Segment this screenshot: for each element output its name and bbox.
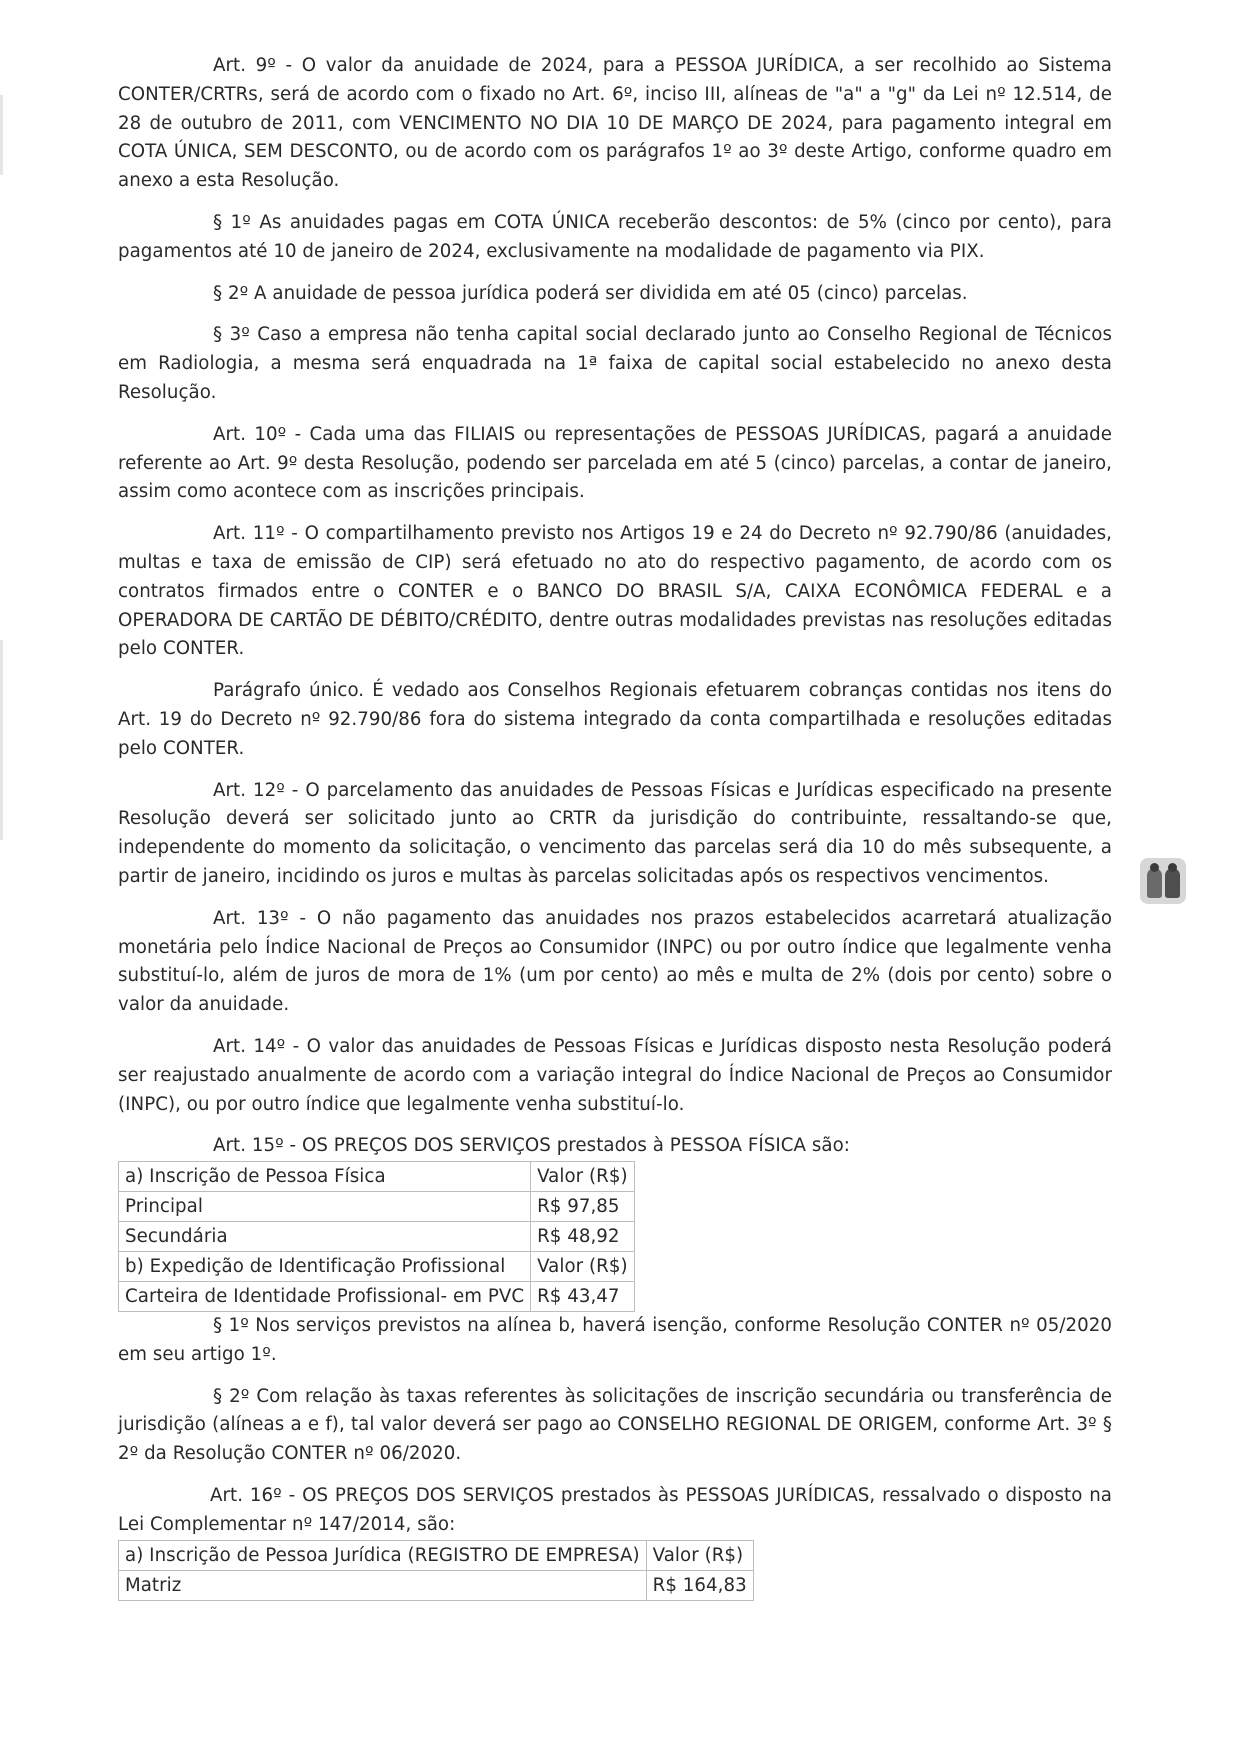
table-row [119,1282,635,1312]
table-cell: Carteira de Identidade Profissional- em PVC [119,1282,531,1312]
table-row [119,1222,635,1252]
article-15-paragraph-1: § 1º Nos serviços previstos na alínea b, haverá isenção, conforme Resolução CONTER nº 05/2020 em seu artigo 1º. [118,1315,1112,1365]
article-12: Art. 12º - O parcelamento das anuidades de Pessoas Físicas e Jurídicas especificado na presente Resolução deverá ser solicitado junto ao CRTR da jurisdição do contribuinte, ressaltando-se que, independente do momento da solicitação, o vencimento das parcelas será dia 10 do mês subsequente, a partir de janeiro, incidindo os juros e multas às parcelas solicitadas após os respectivos vencimentos. [118,779,1112,887]
pessoa-juridica-price-table [118,1540,754,1601]
table-cell: R$ 97,85 [531,1192,635,1222]
scan-edge-mark-top [0,95,3,175]
article-13: Art. 13º - O não pagamento das anuidades nos prazos estabelecidos acarretará atualização monetária pelo Índice Nacional de Preços ao Consumidor (INPC) ou por outro índice que legalmente venha substituí-lo, além de juros de mora de 1% (um por cento) ao mês e multa de 2% (dois por cento) sobre o valor da anuidade. [118,907,1112,1016]
article-11-sole-paragraph: Parágrafo único. É vedado aos Conselhos Regionais efetuarem cobranças contidas nos itens do Art. 19 do Decreto nº 92.790/86 fora do sistema integrado da conta compartilhada e resoluções editadas pelo CONTER. [118,680,1112,759]
table-row [119,1570,754,1600]
table-row [119,1540,754,1570]
table-cell: Valor (R$) [531,1162,635,1192]
table-cell: R$ 48,92 [531,1222,635,1252]
scan-edge-mark-mid [0,640,3,840]
article-10: Art. 10º - Cada uma das FILIAIS ou representações de PESSOAS JURÍDICAS, pagará a anuidade referente ao Art. 9º desta Resolução, podendo ser parcelada em até 5 (cinco) parcelas, a contar de janeiro, assim como acontece com as inscrições principais. [118,423,1112,503]
table-cell: b) Expedição de Identificação Profissional [119,1252,531,1282]
article-9-paragraph-1: § 1º As anuidades pagas em COTA ÚNICA receberão descontos: de 5% (cinco por cento), para pagamentos até 10 de janeiro de 2024, exclusivamente na modalidade de pagamento via PIX. [118,211,1112,262]
table-cell: Secundária [119,1222,531,1252]
article-9-paragraph-3: § 3º Caso a empresa não tenha capital social declarado junto ao Conselho Regional de Técnicos em Radiologia, a mesma será enquadrada na 1ª faixa de capital social estabelecido no anexo desta Resolução. [118,324,1112,403]
table-row [119,1162,635,1192]
article-9: Art. 9º - O valor da anuidade de 2024, para a PESSOA JURÍDICA, a ser recolhido ao Sistema CONTER/CRTRs, será de acordo com o fixado no Art. 6º, inciso III, alíneas de "a" a "g" da Lei nº 12.514, de 28 de outubro de 2011, com VENCIMENTO NO DIA 10 DE MARÇO DE 2024, para pagamento integral em COTA ÚNICA, SEM DESCONTO, ou de acordo com os parágrafos 1º ao 3º deste Artigo, conforme quadro em anexo a esta Resolução. [118,55,1112,192]
table-cell: Principal [119,1192,531,1222]
article-15-paragraph-2: § 2º Com relação às taxas referentes às solicitações de inscrição secundária ou transferência de jurisdição (alíneas a e f), tal valor deverá ser pago ao CONSELHO REGIONAL DE ORIGEM, conforme Art. 3º § 2º da Resolução CONTER nº 06/2020. [118,1385,1112,1465]
article-9-paragraph-2: § 2º A anuidade de pessoa jurídica poderá ser dividida em até 05 (cinco) parcelas. [213,282,968,304]
table-cell: Valor (R$) [531,1252,635,1282]
table-cell: Matriz [119,1570,647,1600]
table-cell: a) Inscrição de Pessoa Jurídica (REGISTRO DE EMPRESA) [119,1540,647,1570]
article-14: Art. 14º - O valor das anuidades de Pessoas Físicas e Jurídicas disposto nesta Resolução poderá ser reajustado anualmente de acordo com a variação integral do Índice Nacional de Preços ao Consumidor (INPC), ou por outro índice que legalmente venha substituí-lo. [118,1035,1112,1115]
pessoa-fisica-price-table [118,1161,635,1312]
article-11: Art. 11º - O compartilhamento previsto nos Artigos 19 e 24 do Decreto nº 92.790/86 (anuidades, multas e taxa de emissão de CIP) será efetuado no ato do respectivo pagamento, de acordo com os contratos firmados entre o CONTER e o BANCO DO BRASIL S/A, CAIXA ECONÔMICA FEDERAL e a OPERADORA DE CARTÃO DE DÉBITO/CRÉDITO, dentre outras modalidades previstas nas resoluções editadas pelo CONTER. [118,523,1112,660]
table-row [119,1192,635,1222]
document-page [118,52,1112,1601]
table-cell: R$ 164,83 [646,1570,753,1600]
table-cell: a) Inscrição de Pessoa Física [119,1162,531,1192]
table-cell: Valor (R$) [646,1540,753,1570]
article-16: Art. 16º - OS PREÇOS DOS SERVIÇOS prestados às PESSOAS JURÍDICAS, ressalvado o disposto na Lei Complementar nº 147/2014, são: [118,1485,1112,1535]
signature-stamp-image [1140,858,1186,904]
table-row [119,1252,635,1282]
table-cell: R$ 43,47 [531,1282,635,1312]
article-15: Art. 15º - OS PREÇOS DOS SERVIÇOS prestados à PESSOA FÍSICA são: [213,1135,850,1157]
